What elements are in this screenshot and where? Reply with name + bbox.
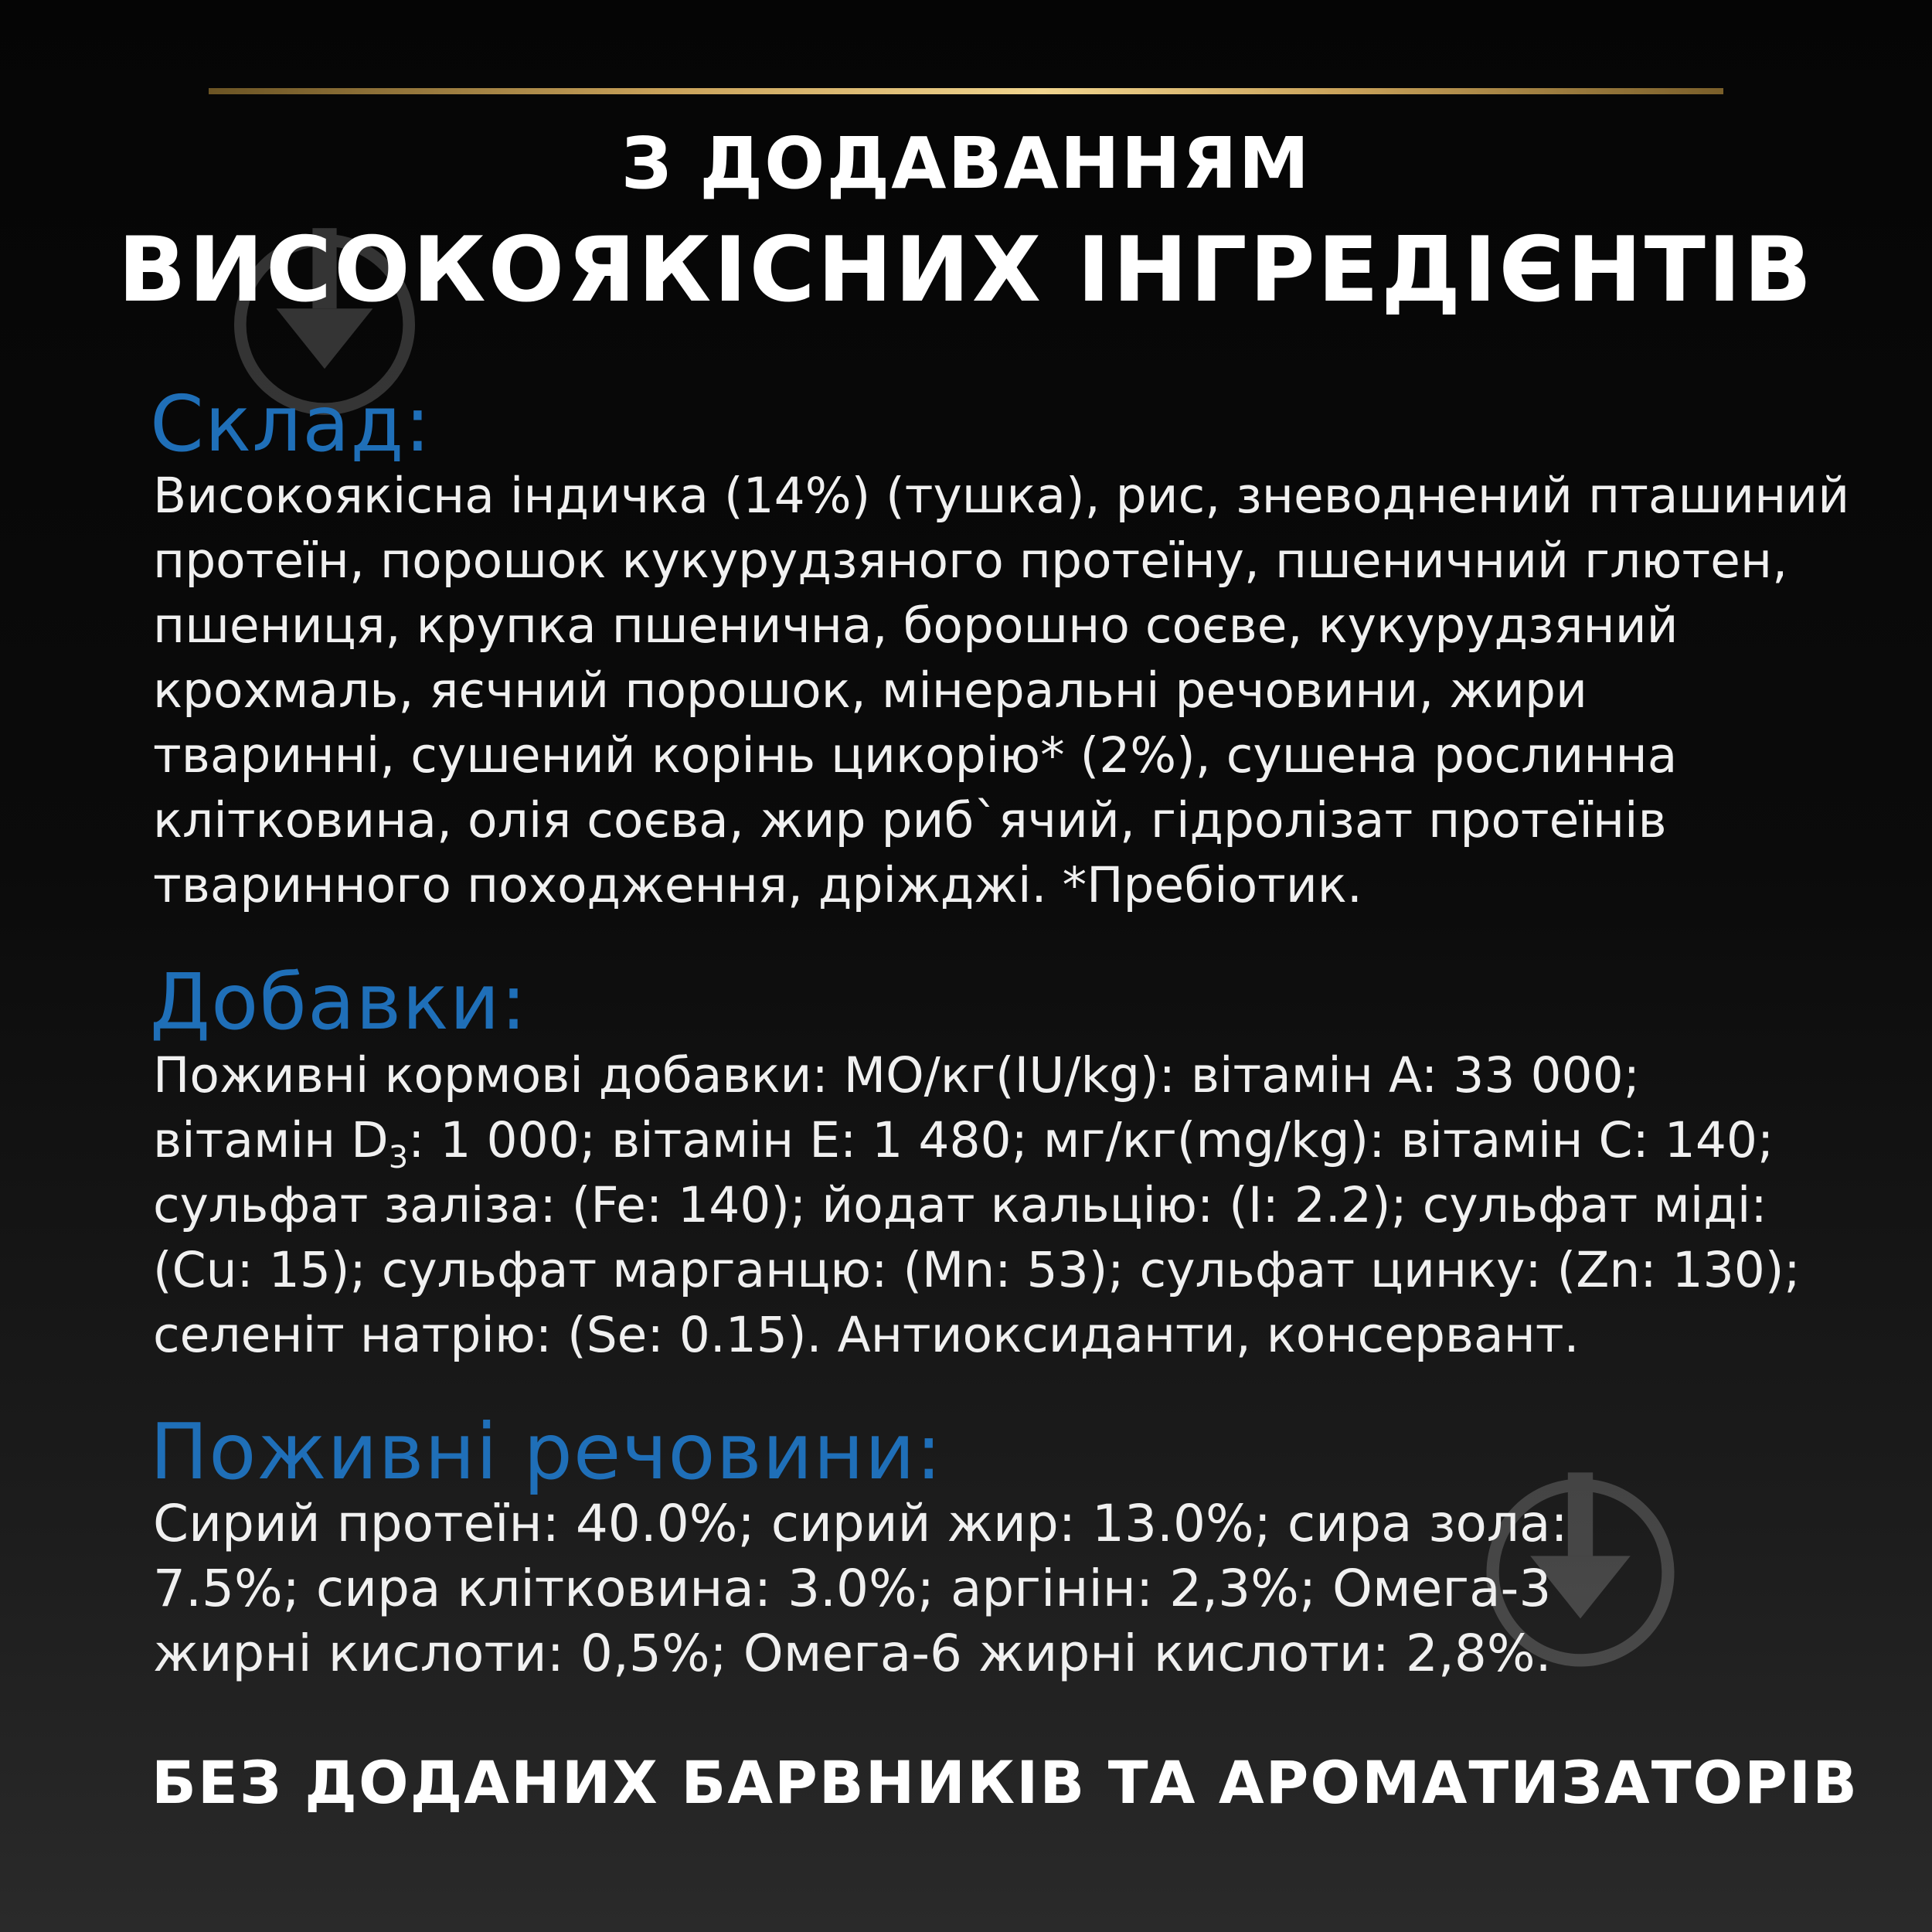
nutrients-line: 7.5%; сира клітковина: 3.0%; аргінін: 2,3%; Омега-3 xyxy=(153,1559,1552,1618)
composition-title: Склад: xyxy=(150,379,432,469)
subscript: 3 xyxy=(388,1140,409,1175)
composition-text xyxy=(153,464,1861,918)
footer-claim: БЕЗ ДОДАНИХ БАРВНИКІВ ТА АРОМАТИЗАТОРІВ xyxy=(151,1748,1859,1817)
headline-title: ВИСОКОЯКІСНИХ ІНГРЕДІЄНТІВ xyxy=(117,218,1815,322)
gold-divider xyxy=(209,88,1723,94)
additives-text-fragment: : 1 000; вітамін E: 1 480; мг/кг(mg/kg): вітамін C: 140; xyxy=(408,1112,1774,1168)
headline-subtitle: З ДОДАВАННЯМ xyxy=(621,122,1311,205)
composition-line: Високоякісна індичка (14%) (тушка), рис, зневоднений пташиний xyxy=(153,468,1850,524)
composition-line: протеїн, порошок кукурудзяного протеїну, пшеничний глютен, xyxy=(153,532,1788,589)
composition-line: тваринного походження, дріжджі. *Пребіотик. xyxy=(153,857,1362,913)
nutrients-text xyxy=(153,1492,1861,1686)
composition-line: клітковина, олія соєва, жир риб`ячий, гідролізат протеїнів xyxy=(153,792,1667,849)
additives-line xyxy=(153,1108,1861,1173)
composition-line: пшениця, крупка пшенична, борошно соєве, кукурудзяний xyxy=(153,597,1679,654)
composition-line: тваринні, сушений корінь цикорію* (2%), сушена рослинна xyxy=(153,727,1678,784)
composition-line: крохмаль, яєчний порошок, мінеральні речовини, жири xyxy=(153,662,1587,719)
nutrients-title: Поживні речовини: xyxy=(150,1406,943,1497)
nutrients-line: Сирий протеїн: 40.0%; сирий жир: 13.0%; сира зола: xyxy=(153,1494,1568,1553)
additives-line: (Cu: 15); сульфат марганцю: (Mn: 53); сульфат цинку: (Zn: 130); xyxy=(153,1242,1801,1298)
additives-text xyxy=(153,1043,1861,1368)
nutrients-line: жирні кислоти: 0,5%; Омега-6 жирні кислоти: 2,8%. xyxy=(153,1624,1552,1683)
additives-title: Добавки: xyxy=(150,957,528,1047)
additives-line: сульфат заліза: (Fe: 140); йодат кальцію: (I: 2.2); сульфат міді: xyxy=(153,1177,1767,1233)
additives-text-fragment: вітамін D xyxy=(153,1112,389,1168)
additives-line: Поживні кормові добавки: МО/кг(IU/kg): вітамін A: 33 000; xyxy=(153,1047,1640,1104)
additives-line: селеніт натрію: (Se: 0.15). Антиоксиданти, консервант. xyxy=(153,1307,1580,1363)
